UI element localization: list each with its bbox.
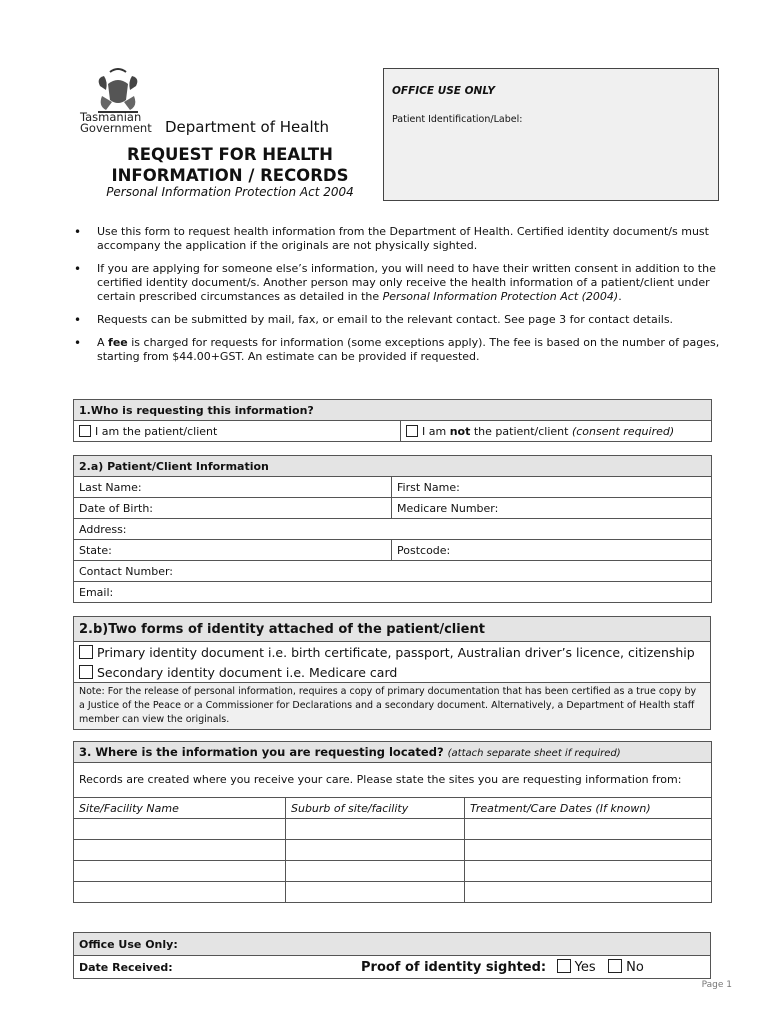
office-use-row	[74, 956, 711, 979]
site-cell[interactable]	[74, 819, 286, 840]
logo-text	[80, 112, 152, 134]
column-dates: Treatment/Care Dates (If known)	[465, 798, 712, 819]
title-line-1: REQUEST FOR HEALTH	[126, 145, 333, 164]
first-name-field[interactable]: First Name:	[392, 477, 712, 498]
dates-cell[interactable]	[465, 861, 712, 882]
yes-checkbox[interactable]	[557, 959, 571, 973]
section-3-table	[73, 741, 712, 903]
proof-of-identity: Proof of identity sighted: Yes No	[361, 960, 644, 975]
last-name-field[interactable]: Last Name:	[74, 477, 392, 498]
address-field[interactable]: Address:	[74, 519, 712, 540]
section-3-heading: 3. Where is the information you are requesting located? (attach separate sheet if required)	[74, 742, 712, 763]
department-name: Department of Health	[165, 118, 330, 136]
medicare-field[interactable]: Medicare Number:	[392, 498, 712, 519]
secondary-id-option: Secondary identity document i.e. Medicare card	[74, 662, 711, 683]
suburb-cell[interactable]	[286, 861, 465, 882]
suburb-cell[interactable]	[286, 840, 465, 861]
site-cell[interactable]	[74, 882, 286, 903]
office-use-heading: Office Use Only:	[74, 933, 711, 956]
logo-line-2: Government	[80, 121, 152, 135]
suburb-cell[interactable]	[286, 882, 465, 903]
not-patient-option: I am not the patient/client (consent required)	[401, 421, 712, 442]
date-received-label: Date Received:	[79, 960, 173, 974]
page-number: Page 1	[701, 980, 732, 990]
primary-id-checkbox[interactable]	[79, 645, 93, 659]
section-2b-heading: 2.b)Two forms of identity attached of the patient/client	[74, 617, 711, 642]
form-title	[90, 144, 370, 186]
patient-option: I am the patient/client	[74, 421, 401, 442]
section-3-intro: Records are created where you receive your care. Please state the sites you are requesting information from:	[74, 763, 712, 798]
dates-cell[interactable]	[465, 882, 712, 903]
title-line-2: INFORMATION / RECORDS	[111, 166, 349, 185]
contact-number-field[interactable]: Contact Number:	[74, 561, 712, 582]
postcode-field[interactable]: Postcode:	[392, 540, 712, 561]
form-subtitle: Personal Information Protection Act 2004	[106, 185, 354, 199]
dates-cell[interactable]	[465, 819, 712, 840]
site-cell[interactable]	[74, 861, 286, 882]
dates-cell[interactable]	[465, 840, 712, 861]
section-2a-heading: 2.a) Patient/Client Information	[74, 456, 712, 477]
logo-line-1: Tasmanian	[80, 110, 142, 124]
email-field[interactable]: Email:	[74, 582, 712, 603]
patient-checkbox[interactable]	[79, 425, 91, 437]
section-2b-table	[73, 616, 711, 730]
section-2a-table	[73, 455, 712, 603]
primary-id-option: Primary identity document i.e. birth certificate, passport, Australian driver’s licence, citizenship	[74, 642, 711, 663]
secondary-id-checkbox[interactable]	[79, 665, 93, 679]
office-use-box	[383, 68, 719, 201]
no-checkbox[interactable]	[608, 959, 622, 973]
patient-label-field: Patient Identification/Label:	[392, 114, 523, 125]
instruction-item: • Requests can be submitted by mail, fax, or email to the relevant contact. See page 3 for contact details.	[74, 313, 724, 327]
section-1-table	[73, 399, 712, 442]
instruction-item: • A fee is charged for requests for information (some exceptions apply). The fee is based on the number of pages, starting from $44.00+GST. An estimate can be provided if requested.	[74, 336, 724, 364]
state-field[interactable]: State:	[74, 540, 392, 561]
identity-note: Note: For the release of personal information, requires a copy of primary documentation that has been certified as a true copy by a Justice of the Peace or a Commissioner for Declarations and a secondary document. Alternatively, a Department of Health staff member can view the originals.	[74, 683, 711, 730]
office-use-title: OFFICE USE ONLY	[392, 85, 496, 97]
not-patient-checkbox[interactable]	[406, 425, 418, 437]
instructions-list	[74, 225, 724, 373]
instruction-item: • Use this form to request health information from the Department of Health. Certified identity document/s must accompany the application if the originals are not physically sighted.	[74, 225, 724, 253]
column-suburb: Suburb of site/facility	[286, 798, 465, 819]
suburb-cell[interactable]	[286, 819, 465, 840]
site-cell[interactable]	[74, 840, 286, 861]
section-1-heading: 1.Who is requesting this information?	[74, 400, 712, 421]
office-use-table	[73, 932, 711, 979]
dob-field[interactable]: Date of Birth:	[74, 498, 392, 519]
instruction-item: • If you are applying for someone else’s information, you will need to have their written consent in addition to the certified identity document/s. Another person may only receive the health information of a patient/client under certain prescribed circumstances as detailed in the Personal Information Protection Act (2004).	[74, 262, 724, 304]
column-site-name: Site/Facility Name	[74, 798, 286, 819]
